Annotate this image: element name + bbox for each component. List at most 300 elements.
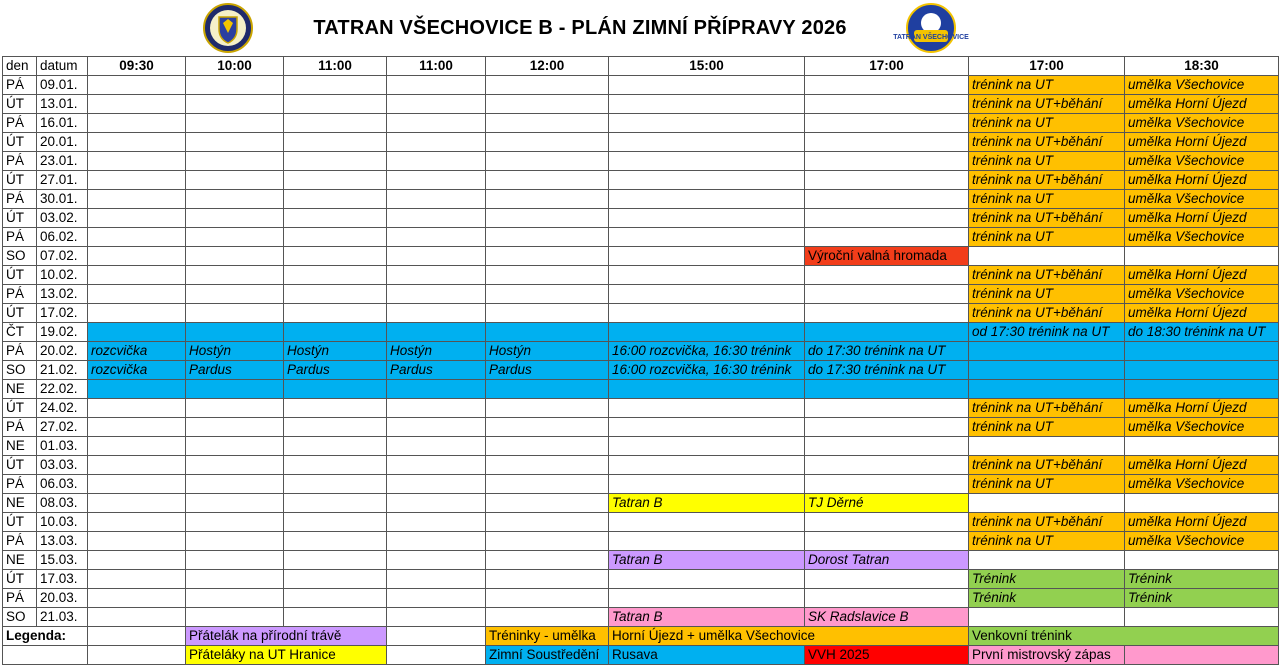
cell [284,532,387,551]
slot-1830: umělka Horní Újezd [1125,456,1279,475]
table-row [3,418,1279,437]
cell [88,418,186,437]
cell [186,532,284,551]
col-time: 10:00 [186,57,284,76]
slot-1830: umělka Horní Újezd [1125,95,1279,114]
date-cell: 21.03. [37,608,88,627]
cell [387,76,486,95]
cell [609,513,805,532]
cell [284,171,387,190]
cell [609,190,805,209]
cell [805,114,969,133]
cell [486,532,609,551]
cell [88,513,186,532]
cell [88,190,186,209]
cell [88,589,186,608]
slot-1700: od 17:30 trénink na UT [969,323,1125,342]
cell [284,228,387,247]
cell [805,589,969,608]
cell [186,228,284,247]
cell [88,228,186,247]
cell [1125,437,1279,456]
slot-1700: trénink na UT+běhání [969,266,1125,285]
schedule-table [2,56,1279,665]
camp-cell: rozcvička [88,361,186,380]
cell [486,171,609,190]
cell [609,399,805,418]
cell [486,247,609,266]
cell [805,456,969,475]
tatran-vsechovice-logo-icon [893,3,969,53]
cell [284,494,387,513]
day-cell: PÁ [3,152,37,171]
cell [88,209,186,228]
cell [186,456,284,475]
cell [1125,342,1279,361]
date-cell: 19.02. [37,323,88,342]
day-cell: PÁ [3,589,37,608]
cell [186,133,284,152]
table-row [3,342,1279,361]
cell [805,266,969,285]
cell [186,247,284,266]
day-cell: PÁ [3,228,37,247]
cell [186,114,284,133]
slot-1700: trénink na UT+běhání [969,513,1125,532]
cell [284,266,387,285]
cell [186,380,284,399]
cell [284,380,387,399]
cell [186,95,284,114]
date-cell: 20.03. [37,589,88,608]
camp-cell: Pardus [284,361,387,380]
camp-cell: 16:00 rozcvička, 16:30 trénink [609,342,805,361]
cell [1125,608,1279,627]
slot-1830: umělka Všechovice [1125,190,1279,209]
date-cell: 30.01. [37,190,88,209]
day-cell: PÁ [3,114,37,133]
date-cell: 27.01. [37,171,88,190]
slot-1700: trénink na UT+běhání [969,399,1125,418]
cell [486,418,609,437]
cell [387,133,486,152]
cell [186,570,284,589]
camp-cell: Hostýn [186,342,284,361]
cell [609,247,805,266]
table-row [3,95,1279,114]
cell [88,323,186,342]
cell [486,475,609,494]
cell [387,494,486,513]
table-row [3,190,1279,209]
slot-1700: trénink na UT [969,228,1125,247]
day-cell: NE [3,551,37,570]
cell [609,570,805,589]
slot-1830: umělka Horní Újezd [1125,399,1279,418]
legend-friendly-ut: Přáteláky na UT Hranice [186,646,387,665]
cell [486,152,609,171]
cell [969,361,1125,380]
cell [284,133,387,152]
cell [186,323,284,342]
date-cell: 06.03. [37,475,88,494]
cell [805,228,969,247]
cell [609,589,805,608]
table-row [3,247,1279,266]
date-cell: 16.01. [37,114,88,133]
table-row [3,209,1279,228]
cell [88,475,186,494]
day-cell: ÚT [3,399,37,418]
cell [387,95,486,114]
cell [284,323,387,342]
table-row [3,285,1279,304]
col-den: den [3,57,37,76]
camp-cell: Pardus [186,361,284,380]
cell [609,152,805,171]
date-cell: 20.02. [37,342,88,361]
cell [486,285,609,304]
date-cell: 10.03. [37,513,88,532]
cell [805,171,969,190]
day-cell: PÁ [3,285,37,304]
cell [186,266,284,285]
day-cell: PÁ [3,532,37,551]
cell [969,247,1125,266]
cell [284,209,387,228]
cell [284,513,387,532]
slot-1830: umělka Horní Újezd [1125,513,1279,532]
slot-1830: umělka Všechovice [1125,76,1279,95]
cell [805,190,969,209]
cell [88,95,186,114]
camp-cell: rozcvička [88,342,186,361]
camp-cell: Pardus [486,361,609,380]
cell [186,418,284,437]
cell [805,323,969,342]
cell [486,513,609,532]
cell [486,266,609,285]
cell [805,513,969,532]
match-home: Tatran B [609,608,805,627]
slot-1700: trénink na UT+běhání [969,209,1125,228]
table-row [3,608,1279,627]
table-row [3,380,1279,399]
date-cell: 15.03. [37,551,88,570]
legend-friendly-grass: Přátelák na přírodní trávě [186,627,387,646]
table-row [3,399,1279,418]
legend-outdoor: Venkovní trénink [969,627,1279,646]
club-crest-icon [203,3,253,53]
cell [387,589,486,608]
cell [88,304,186,323]
slot-1700: trénink na UT+běhání [969,456,1125,475]
cell [186,494,284,513]
table-row [3,133,1279,152]
day-cell: NE [3,494,37,513]
table-row [3,323,1279,342]
cell [609,437,805,456]
col-time: 12:00 [486,57,609,76]
cell [387,475,486,494]
cell [387,513,486,532]
cell [1125,361,1279,380]
slot-1700: trénink na UT [969,190,1125,209]
col-time: 15:00 [609,57,805,76]
date-cell: 01.03. [37,437,88,456]
cell [88,532,186,551]
cell [387,247,486,266]
date-cell: 06.02. [37,228,88,247]
cell [284,418,387,437]
day-cell: PÁ [3,342,37,361]
col-time: 09:30 [88,57,186,76]
cell [609,209,805,228]
slot-1830: umělka Horní Újezd [1125,266,1279,285]
table-row [3,114,1279,133]
cell [387,228,486,247]
cell [486,551,609,570]
slot-1830: do 18:30 trénink na UT [1125,323,1279,342]
day-cell: ÚT [3,95,37,114]
slot-1830: umělka Všechovice [1125,285,1279,304]
col-time: 18:30 [1125,57,1279,76]
match-home: Tatran B [609,494,805,513]
date-cell: 27.02. [37,418,88,437]
slot-1700: trénink na UT [969,114,1125,133]
slot-1830: Trénink [1125,570,1279,589]
date-cell: 23.01. [37,152,88,171]
cell [1125,247,1279,266]
cell [609,266,805,285]
cell [284,190,387,209]
camp-cell: Pardus [387,361,486,380]
cell [969,551,1125,570]
day-cell: NE [3,380,37,399]
cell [609,380,805,399]
cell [88,437,186,456]
camp-cell: Hostýn [387,342,486,361]
cell [88,247,186,266]
cell [486,133,609,152]
cell [88,494,186,513]
day-cell: ÚT [3,209,37,228]
cell [1125,380,1279,399]
date-cell: 03.03. [37,456,88,475]
date-cell: 17.02. [37,304,88,323]
event-cell: Výroční valná hromada [805,247,969,266]
cell [88,399,186,418]
table-row [3,475,1279,494]
cell [387,171,486,190]
cell [387,608,486,627]
cell [284,247,387,266]
cell [186,171,284,190]
match-home: Tatran B [609,551,805,570]
cell [88,380,186,399]
slot-1830: umělka Horní Újezd [1125,304,1279,323]
col-time: 11:00 [284,57,387,76]
day-cell: ÚT [3,513,37,532]
date-cell: 13.01. [37,95,88,114]
slot-1700: trénink na UT+běhání [969,171,1125,190]
cell [284,475,387,494]
cell [805,152,969,171]
cell [486,209,609,228]
slot-1700: trénink na UT [969,152,1125,171]
cell [805,399,969,418]
date-cell: 07.02. [37,247,88,266]
slot-1700: trénink na UT [969,285,1125,304]
cell [805,570,969,589]
table-row [3,570,1279,589]
cell [805,285,969,304]
slot-1830: umělka Všechovice [1125,114,1279,133]
cell [387,266,486,285]
day-cell: SO [3,361,37,380]
camp-cell: 16:00 rozcvička, 16:30 trénink [609,361,805,380]
cell [969,494,1125,513]
cell [284,76,387,95]
cell [609,76,805,95]
cell [284,456,387,475]
slot-1830: Trénink [1125,589,1279,608]
cell [387,152,486,171]
cell [969,380,1125,399]
cell [609,95,805,114]
table-row [3,589,1279,608]
logo-text: TATRAN VŠECHOVICE [893,34,969,41]
day-cell: SO [3,608,37,627]
cell [284,95,387,114]
cell [486,399,609,418]
cell [609,418,805,437]
cell [486,589,609,608]
col-time: 17:00 [969,57,1125,76]
slot-1830: umělka Všechovice [1125,475,1279,494]
cell [186,76,284,95]
cell [805,304,969,323]
cell [88,76,186,95]
cell [284,551,387,570]
cell [387,209,486,228]
camp-cell: do 17:30 trénink na UT [805,361,969,380]
cell [805,95,969,114]
table-row [3,532,1279,551]
match-away: SK Radslavice B [805,608,969,627]
day-cell: NE [3,437,37,456]
cell [284,152,387,171]
table-row [3,513,1279,532]
sheet-header [0,0,1280,56]
cell [387,456,486,475]
cell [486,190,609,209]
cell [609,532,805,551]
cell [186,304,284,323]
col-time: 11:00 [387,57,486,76]
col-time: 17:00 [805,57,969,76]
cell [88,114,186,133]
cell [486,437,609,456]
day-cell: SO [3,247,37,266]
table-row [3,152,1279,171]
cell [284,570,387,589]
cell [969,437,1125,456]
table-row [3,171,1279,190]
cell [609,114,805,133]
cell [805,532,969,551]
cell [387,437,486,456]
slot-1700: trénink na UT [969,76,1125,95]
cell [88,152,186,171]
camp-cell: Hostýn [486,342,609,361]
cell [186,437,284,456]
page-title: TATRAN VŠECHOVICE B - PLÁN ZIMNÍ PŘÍPRAVY 2026 [313,17,847,39]
cell [805,76,969,95]
slot-1700: trénink na UT [969,475,1125,494]
slot-1700: trénink na UT [969,418,1125,437]
camp-cell: Hostýn [284,342,387,361]
slot-1700: Trénink [969,589,1125,608]
day-cell: ÚT [3,266,37,285]
cell [805,418,969,437]
cell [486,380,609,399]
cell [387,285,486,304]
day-cell: ÚT [3,570,37,589]
cell [1125,551,1279,570]
cell [387,380,486,399]
date-cell: 21.02. [37,361,88,380]
cell [88,456,186,475]
day-cell: PÁ [3,418,37,437]
date-cell: 17.03. [37,570,88,589]
table-row [3,456,1279,475]
legend [3,627,1279,665]
day-cell: ÚT [3,456,37,475]
cell [284,114,387,133]
cell [186,551,284,570]
date-cell: 24.02. [37,399,88,418]
slot-1700: trénink na UT+běhání [969,133,1125,152]
cell [486,304,609,323]
legend-first-match: První mistrovský zápas [969,646,1125,665]
cell [387,399,486,418]
cell [805,209,969,228]
cell [387,304,486,323]
cell [969,342,1125,361]
cell [1125,494,1279,513]
cell [969,608,1125,627]
cell [486,76,609,95]
cell [186,399,284,418]
col-datum: datum [37,57,88,76]
slot-1830: umělka Horní Újezd [1125,133,1279,152]
cell [486,95,609,114]
legend-camp: Zimní Soustředění [486,646,609,665]
slot-1700: Trénink [969,570,1125,589]
cell [186,209,284,228]
legend-vvh: VVH 2025 [805,646,969,665]
cell [609,171,805,190]
slot-1700: trénink na UT+běhání [969,304,1125,323]
table-row [3,266,1279,285]
date-cell: 03.02. [37,209,88,228]
date-cell: 13.02. [37,285,88,304]
day-cell: ÚT [3,171,37,190]
cell [284,589,387,608]
slot-1700: trénink na UT+běhání [969,95,1125,114]
cell [186,513,284,532]
